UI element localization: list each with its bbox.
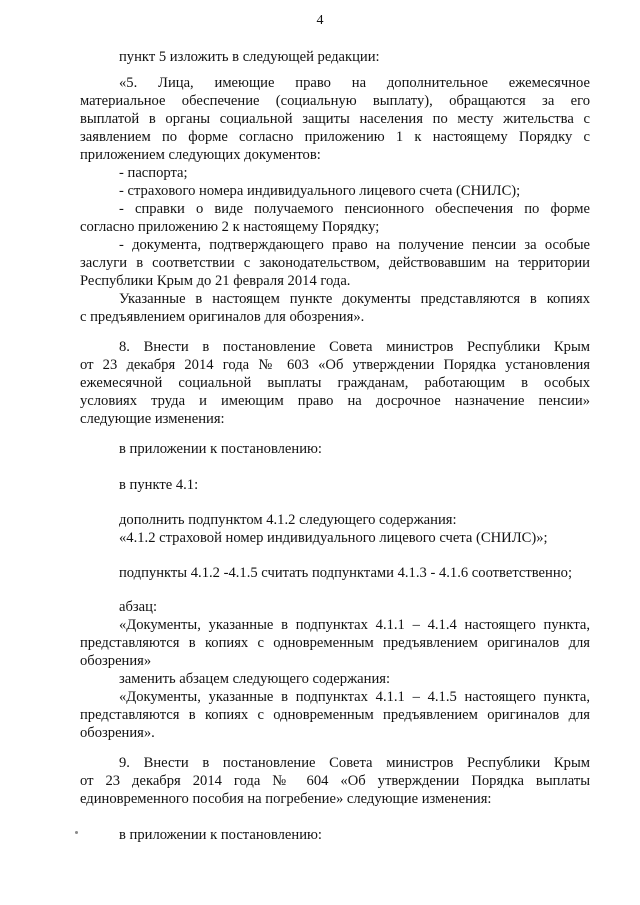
text-line: 9. Внести в постановление Совета министров Республики Крым: [119, 755, 590, 771]
text-line: - паспорта;: [119, 165, 188, 181]
text-line: выплатой в органы социальной защиты населения по месту жительства с: [80, 111, 590, 127]
text-line: 8. Внести в постановление Совета министров Республики Крым: [119, 339, 590, 355]
text-line: единовременного пособия на погребение» следующие изменения:: [80, 791, 492, 807]
text-line: от 23 декабря 2014 года № 603 «Об утверждении Порядка установления: [80, 357, 590, 373]
text-line: обозрения».: [80, 725, 155, 741]
text-line: ежемесячной социальной выплаты гражданам, работающим в особых: [80, 375, 590, 391]
text-line: «5. Лица, имеющие право на дополнительное ежемесячное: [119, 75, 590, 91]
text-line: заменить абзацем следующего содержания:: [119, 671, 391, 687]
text-line: условиях труда и имеющим право на досрочное назначение пенсии»: [80, 393, 590, 409]
text-line: пункт 5 изложить в следующей редакции:: [119, 49, 380, 65]
text-line: Республики Крым до 21 февраля 2014 года.: [80, 273, 351, 289]
text-line: материальное обеспечение (социальную выплату), обращаются за его: [80, 93, 590, 109]
text-line: в приложении к постановлению:: [119, 827, 322, 843]
text-line: «Документы, указанные в подпунктах 4.1.1 – 4.1.5 настоящего пункта,: [119, 689, 590, 705]
text-line: следующие изменения:: [80, 411, 225, 427]
text-line: с предъявлением оригиналов для обозрения».: [80, 309, 365, 325]
text-line: дополнить подпунктом 4.1.2 следующего содержания:: [119, 512, 457, 528]
text-line: - страхового номера индивидуального лицевого счета (СНИЛС);: [119, 183, 521, 199]
text-line: в приложении к постановлению:: [119, 441, 322, 457]
text-line: - документа, подтверждающего право на получение пенсии за особые: [119, 237, 590, 253]
text-line: в пункте 4.1:: [119, 477, 199, 493]
scan-artifact: [75, 831, 78, 834]
text-line: согласно приложению 2 к настоящему Порядку;: [80, 219, 380, 235]
text-line: заслуги в соответствии с законодательством, действовавшим на территории: [80, 255, 590, 271]
text-line: «Документы, указанные в подпунктах 4.1.1 – 4.1.4 настоящего пункта,: [119, 617, 590, 633]
text-line: представляются в копиях с одновременным предъявлением оригиналов для: [80, 635, 590, 651]
text-line: заявлением по форме согласно приложению 1 к настоящему Порядку с: [80, 129, 590, 145]
text-line: обозрения»: [80, 653, 152, 669]
page-number: 4: [316, 13, 324, 28]
text-line: «4.1.2 страховой номер индивидуального лицевого счета (СНИЛС)»;: [119, 530, 548, 546]
text-line: - справки о виде получаемого пенсионного обеспечения по форме: [119, 201, 590, 217]
text-line: абзац:: [119, 599, 158, 615]
text-line: от 23 декабря 2014 года № 604 «Об утверждении Порядка выплаты: [80, 773, 590, 789]
text-line: Указанные в настоящем пункте документы представляются в копиях: [119, 291, 590, 307]
text-line: представляются в копиях с одновременным предъявлением оригиналов для: [80, 707, 590, 723]
text-line: подпункты 4.1.2 -4.1.5 считать подпунктами 4.1.3 - 4.1.6 соответственно;: [119, 565, 572, 581]
text-line: приложением следующих документов:: [80, 147, 321, 163]
